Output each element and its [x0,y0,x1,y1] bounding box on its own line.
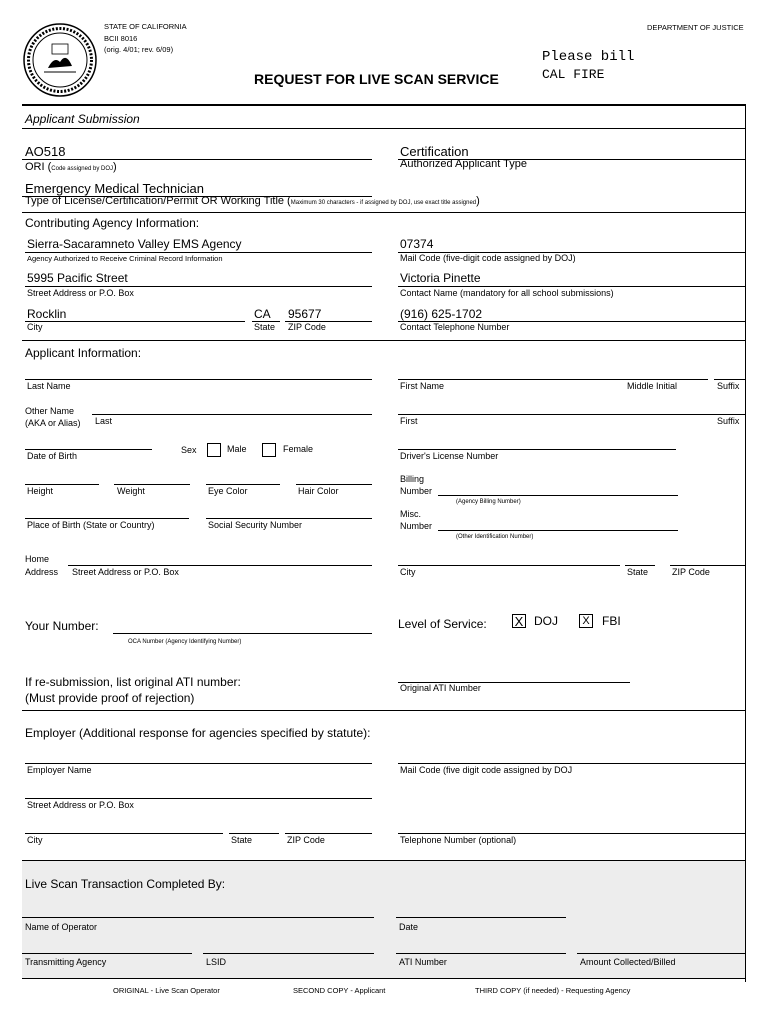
home-street-line [68,565,372,566]
employer-name-line [25,763,372,764]
state-of-california: STATE OF CALIFORNIA [104,22,187,31]
contact-name-label: Contact Name (mandatory for all school submissions) [400,288,614,298]
first-name-line [398,379,708,380]
first-name-label: First Name [400,381,445,391]
street-label: Street Address or P.O. Box [27,288,134,298]
date-label: Date [399,922,419,932]
employer-city-line [25,833,223,834]
license-title-value[interactable]: Emergency Medical Technician [25,181,204,196]
street-value[interactable]: 5995 Pacific Street [27,271,128,285]
male-checkbox[interactable] [207,443,221,457]
bottom-border [22,978,746,979]
billing-note-line2: CAL FIRE [542,67,605,82]
employer-mailcode-label: Mail Code (five digit code assigned by DOJ [400,765,573,775]
misc-label: Misc. [400,509,421,519]
employer-street-line [25,798,372,799]
billing-label: Billing [400,474,425,484]
employer-zip-line [285,833,372,834]
date-of-birth-label: Date of Birth [27,451,78,461]
eye-color-label: Eye Color [208,486,248,496]
footer-third-copy: THIRD COPY (if needed) - Requesting Agency [475,986,631,995]
ori-value[interactable]: AO518 [25,144,66,159]
license-title-label: Type of License/Certification/Permit OR Working Title (Maximum 30 characters - if assigned by DOJ, use exact title assigned) [25,195,480,207]
operator-label: Name of Operator [25,922,98,932]
home-zip-line [670,565,745,566]
billing-number-label: Number [400,486,433,496]
page-title: REQUEST FOR LIVE SCAN SERVICE [254,71,499,87]
divider [22,710,746,711]
weight-line [114,484,190,485]
home-label: Home [25,554,50,564]
transmitting-agency-label: Transmitting Agency [25,957,107,967]
dob-line [25,449,152,450]
suffix-label: Suffix [717,381,740,391]
hair-line [296,484,372,485]
mail-code-label: Mail Code (five-digit code assigned by DOJ) [400,253,576,263]
applicant-type-value[interactable]: Certification [400,144,469,159]
home-state-label: State [627,567,649,577]
home-zip-label: ZIP Code [672,567,710,577]
agency-line [22,953,192,954]
other-name-label: Other Name [25,406,75,416]
sex-label: Sex [181,445,197,455]
ssn-line [206,518,372,519]
contributing-agency-heading: Contributing Agency Information: [25,216,200,230]
amount-label: Amount Collected/Billed [580,957,676,967]
hair-color-label: Hair Color [298,486,339,496]
operator-line [22,917,374,918]
zip-label: ZIP Code [288,322,326,332]
misc-line [438,530,678,531]
section-applicant-submission: Applicant Submission [25,112,140,126]
home-state-line [625,565,655,566]
ori-label: ORI (Code assigned by DOJ) [25,161,117,173]
contact-line [398,286,745,287]
aka-suffix-label: Suffix [717,416,740,426]
height-line [25,484,99,485]
zip-value[interactable]: 95677 [288,307,322,321]
employer-city-label: City [27,835,43,845]
fbi-label: FBI [602,614,621,628]
last-name-label: Last Name [27,381,71,391]
footer-second-copy: SECOND COPY - Applicant [293,986,386,995]
eye-line [206,484,280,485]
middle-initial-label: Middle Initial [627,381,678,391]
employer-name-label: Employer Name [27,765,92,775]
contact-phone-value[interactable]: (916) 625-1702 [400,307,483,321]
employer-zip-label: ZIP Code [287,835,325,845]
agency-label: Agency Authorized to Receive Criminal Record Information [27,254,223,263]
divider [22,212,746,213]
state-label: State [254,322,276,332]
employer-heading: Employer (Additional response for agencies specified by statute): [25,726,371,740]
contact-name-value[interactable]: Victoria Pinette [400,271,481,285]
agency-line [25,252,372,253]
suffix-line [714,379,745,380]
your-number-label: Your Number: [25,619,99,633]
male-label: Male [227,444,247,454]
footer-original: ORIGINAL - Live Scan Operator [113,986,220,995]
date-line [396,917,566,918]
divider [22,860,746,861]
applicant-information-heading: Applicant Information: [25,346,142,360]
aka-label: (AKA or Alias) [25,418,81,428]
lsid-label: LSID [206,957,227,967]
employer-state-label: State [231,835,253,845]
city-label: City [27,322,43,332]
original-ati-label: Original ATI Number [400,683,481,693]
home-city-label: City [400,567,416,577]
your-number-line [113,633,372,634]
mail-code-value[interactable]: 07374 [400,237,434,251]
level-of-service-label: Level of Service: [398,617,487,631]
california-doj-seal-icon [22,22,98,98]
height-label: Height [27,486,54,496]
resubmission-line1: If re-submission, list original ATI number: [25,675,241,689]
last-name-line [25,379,372,380]
header-divider [22,104,746,106]
employer-phone-line [398,833,745,834]
home-street-label: Street Address or P.O. Box [72,567,179,577]
form-revision: (orig. 4/01; rev. 6/09) [104,45,174,54]
address-label: Address [25,567,59,577]
place-of-birth-label: Place of Birth (State or Country) [27,520,155,530]
state-value[interactable]: CA [254,307,271,321]
applicant-type-label: Authorized Applicant Type [400,158,527,170]
amount-line [577,953,745,954]
live-scan-heading: Live Scan Transaction Completed By: [25,877,226,891]
street-line [25,286,372,287]
divider [22,340,746,341]
oca-number-label: OCA Number (Agency Identifying Number) [128,639,242,645]
department-of-justice: DEPARTMENT OF JUSTICE [647,23,744,32]
aka-last-label: Last [95,416,113,426]
employer-mailcode-line [398,763,745,764]
billing-note-line1: Please bill [542,49,635,65]
billing-sub-label: (Agency Billing Number) [456,499,521,505]
ssn-label: Social Security Number [208,520,303,530]
aka-first-label: First [400,416,418,426]
agency-value[interactable]: Sierra-Sacaramneto Valley EMS Agency [27,237,242,251]
misc-number-label: Number [400,521,433,531]
divider [22,128,746,129]
city-line [25,321,245,322]
dl-line [398,449,676,450]
fbi-checkbox[interactable]: X [579,614,593,628]
employer-phone-label: Telephone Number (optional) [400,835,517,845]
billing-line [438,495,678,496]
home-city-line [398,565,620,566]
resubmission-line2: (Must provide proof of rejection) [25,691,195,705]
weight-label: Weight [117,486,145,496]
misc-sub-label: (Other Identification Number) [456,534,534,540]
employer-street-label: Street Address or P.O. Box [27,800,134,810]
ati-number-line [396,953,566,954]
female-label: Female [283,444,314,454]
doj-checkbox[interactable]: X [512,614,526,628]
drivers-license-label: Driver's License Number [400,451,499,461]
pob-line [25,518,189,519]
right-border [745,104,746,982]
ori-line [22,159,372,160]
doj-label: DOJ [534,614,558,628]
aka-first-line [398,414,745,415]
employer-state-line [229,833,279,834]
lsid-line [203,953,374,954]
female-checkbox[interactable] [262,443,276,457]
aka-last-line [92,414,372,415]
contact-phone-label: Contact Telephone Number [400,322,510,332]
form-number: BCII 8016 [104,34,138,43]
ati-number-label: ATI Number [399,957,447,967]
city-value[interactable]: Rocklin [27,307,67,321]
